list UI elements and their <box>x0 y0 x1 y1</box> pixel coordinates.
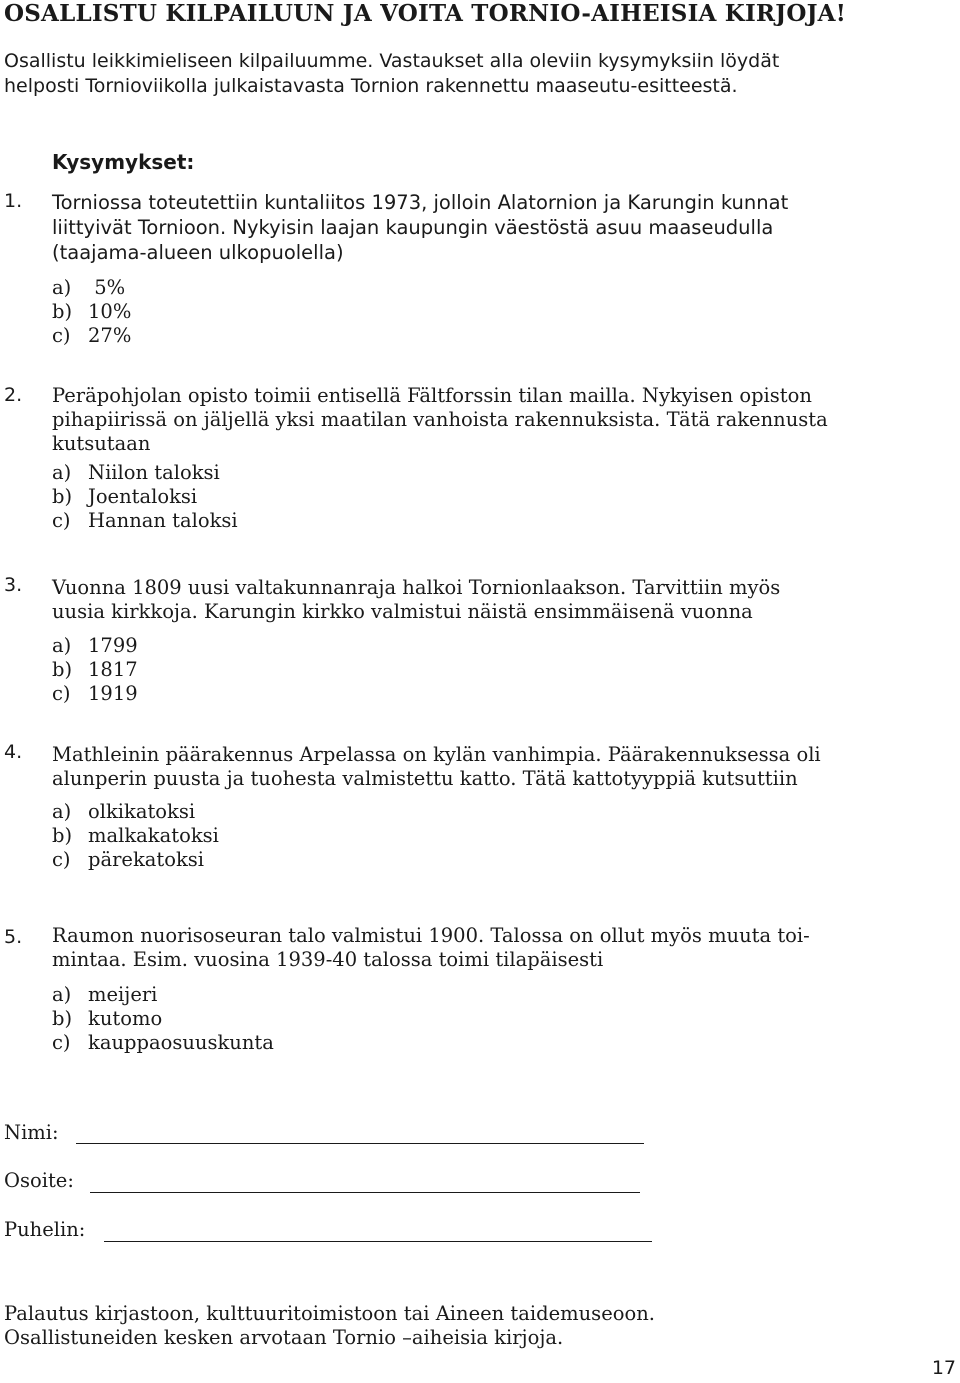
question-2-line-1: Peräpohjolan opisto toimii entisellä Fältforssin tilan mailla. Nykyisen opiston <box>52 384 812 407</box>
question-5-line-2: mintaa. Esim. vuosina 1939-40 talossa toimi tilapäisesti <box>52 948 604 971</box>
question-5-option-b: b) kutomo <box>52 1007 163 1030</box>
question-4-option-b: b) malkakatoksi <box>52 824 219 847</box>
question-2-option-c: c) Hannan taloksi <box>52 509 238 532</box>
question-3-line-1: Vuonna 1809 uusi valtakunnanraja halkoi Tornionlaakson. Tarvittiin myös <box>52 576 781 599</box>
question-3-option-a: a) 1799 <box>52 634 138 657</box>
name-field[interactable] <box>76 1143 644 1144</box>
question-3-option-b: b) 1817 <box>52 658 138 681</box>
question-3-number: 3. <box>4 574 23 596</box>
name-label: Nimi: <box>4 1121 59 1144</box>
question-2-number: 2. <box>4 384 23 406</box>
question-1-option-a: a) 5% <box>52 276 126 299</box>
question-4-option-c: c) pärekatoksi <box>52 848 205 871</box>
question-3-line-2: uusia kirkkoja. Karungin kirkko valmistui näistä ensimmäisenä vuonna <box>52 600 753 623</box>
question-2-line-3: kutsutaan <box>52 432 151 455</box>
page-number: 17 <box>931 1357 956 1379</box>
page-title: OSALLISTU KILPAILUUN JA VOITA TORNIO-AIHEISIA KIRJOJA! <box>4 0 846 27</box>
question-1-line-1: Torniossa toteutettiin kuntaliitos 1973, jolloin Alatornion ja Karungin kunnat <box>52 191 789 214</box>
question-4-option-a: a) olkikatoksi <box>52 800 196 823</box>
question-4-line-1: Mathleinin päärakennus Arpelassa on kylän vanhimpia. Päärakennuksessa oli <box>52 743 821 766</box>
question-1-line-2: liittyivät Tornioon. Nykyisin laajan kaupungin väestöstä asuu maaseudulla <box>52 216 774 239</box>
question-1-line-3: (taajama-alueen ulkopuolella) <box>52 241 344 264</box>
phone-field[interactable] <box>104 1241 652 1242</box>
footer-line-1: Palautus kirjastoon, kulttuuritoimistoon tai Aineen taidemuseoon. <box>4 1302 655 1325</box>
question-5-option-a: a) meijeri <box>52 983 158 1006</box>
phone-label: Puhelin: <box>4 1218 86 1241</box>
question-2-option-b: b) Joentaloksi <box>52 485 198 508</box>
question-2-line-2: pihapiirissä on jäljellä yksi maatilan vanhoista rakennuksista. Tätä rakennusta <box>52 408 828 431</box>
intro-line-1: Osallistu leikkimieliseen kilpailuumme. Vastaukset alla oleviin kysymyksiin löydät <box>4 50 780 72</box>
footer-line-2: Osallistuneiden kesken arvotaan Tornio –aiheisia kirjoja. <box>4 1326 564 1349</box>
question-1-option-c: c) 27% <box>52 324 132 347</box>
intro-line-2: helposti Tornioviikolla julkaistavasta Tornion rakennettu maaseutu-esitteestä. <box>4 75 738 97</box>
questions-heading: Kysymykset: <box>52 150 195 174</box>
question-5-option-c: c) kauppaosuuskunta <box>52 1031 274 1054</box>
question-4-line-2: alunperin puusta ja tuohesta valmistettu katto. Tätä kattotyyppiä kutsuttiin <box>52 767 798 790</box>
question-5-line-1: Raumon nuorisoseuran talo valmistui 1900. Talossa on ollut myös muuta toi- <box>52 924 810 947</box>
address-label: Osoite: <box>4 1169 74 1192</box>
question-2-option-a: a) Niilon taloksi <box>52 461 220 484</box>
question-5-number: 5. <box>4 926 23 948</box>
question-4-number: 4. <box>4 741 23 763</box>
question-3-option-c: c) 1919 <box>52 682 138 705</box>
address-field[interactable] <box>90 1192 640 1193</box>
question-1-number: 1. <box>4 190 23 212</box>
question-1-option-b: b) 10% <box>52 300 132 323</box>
